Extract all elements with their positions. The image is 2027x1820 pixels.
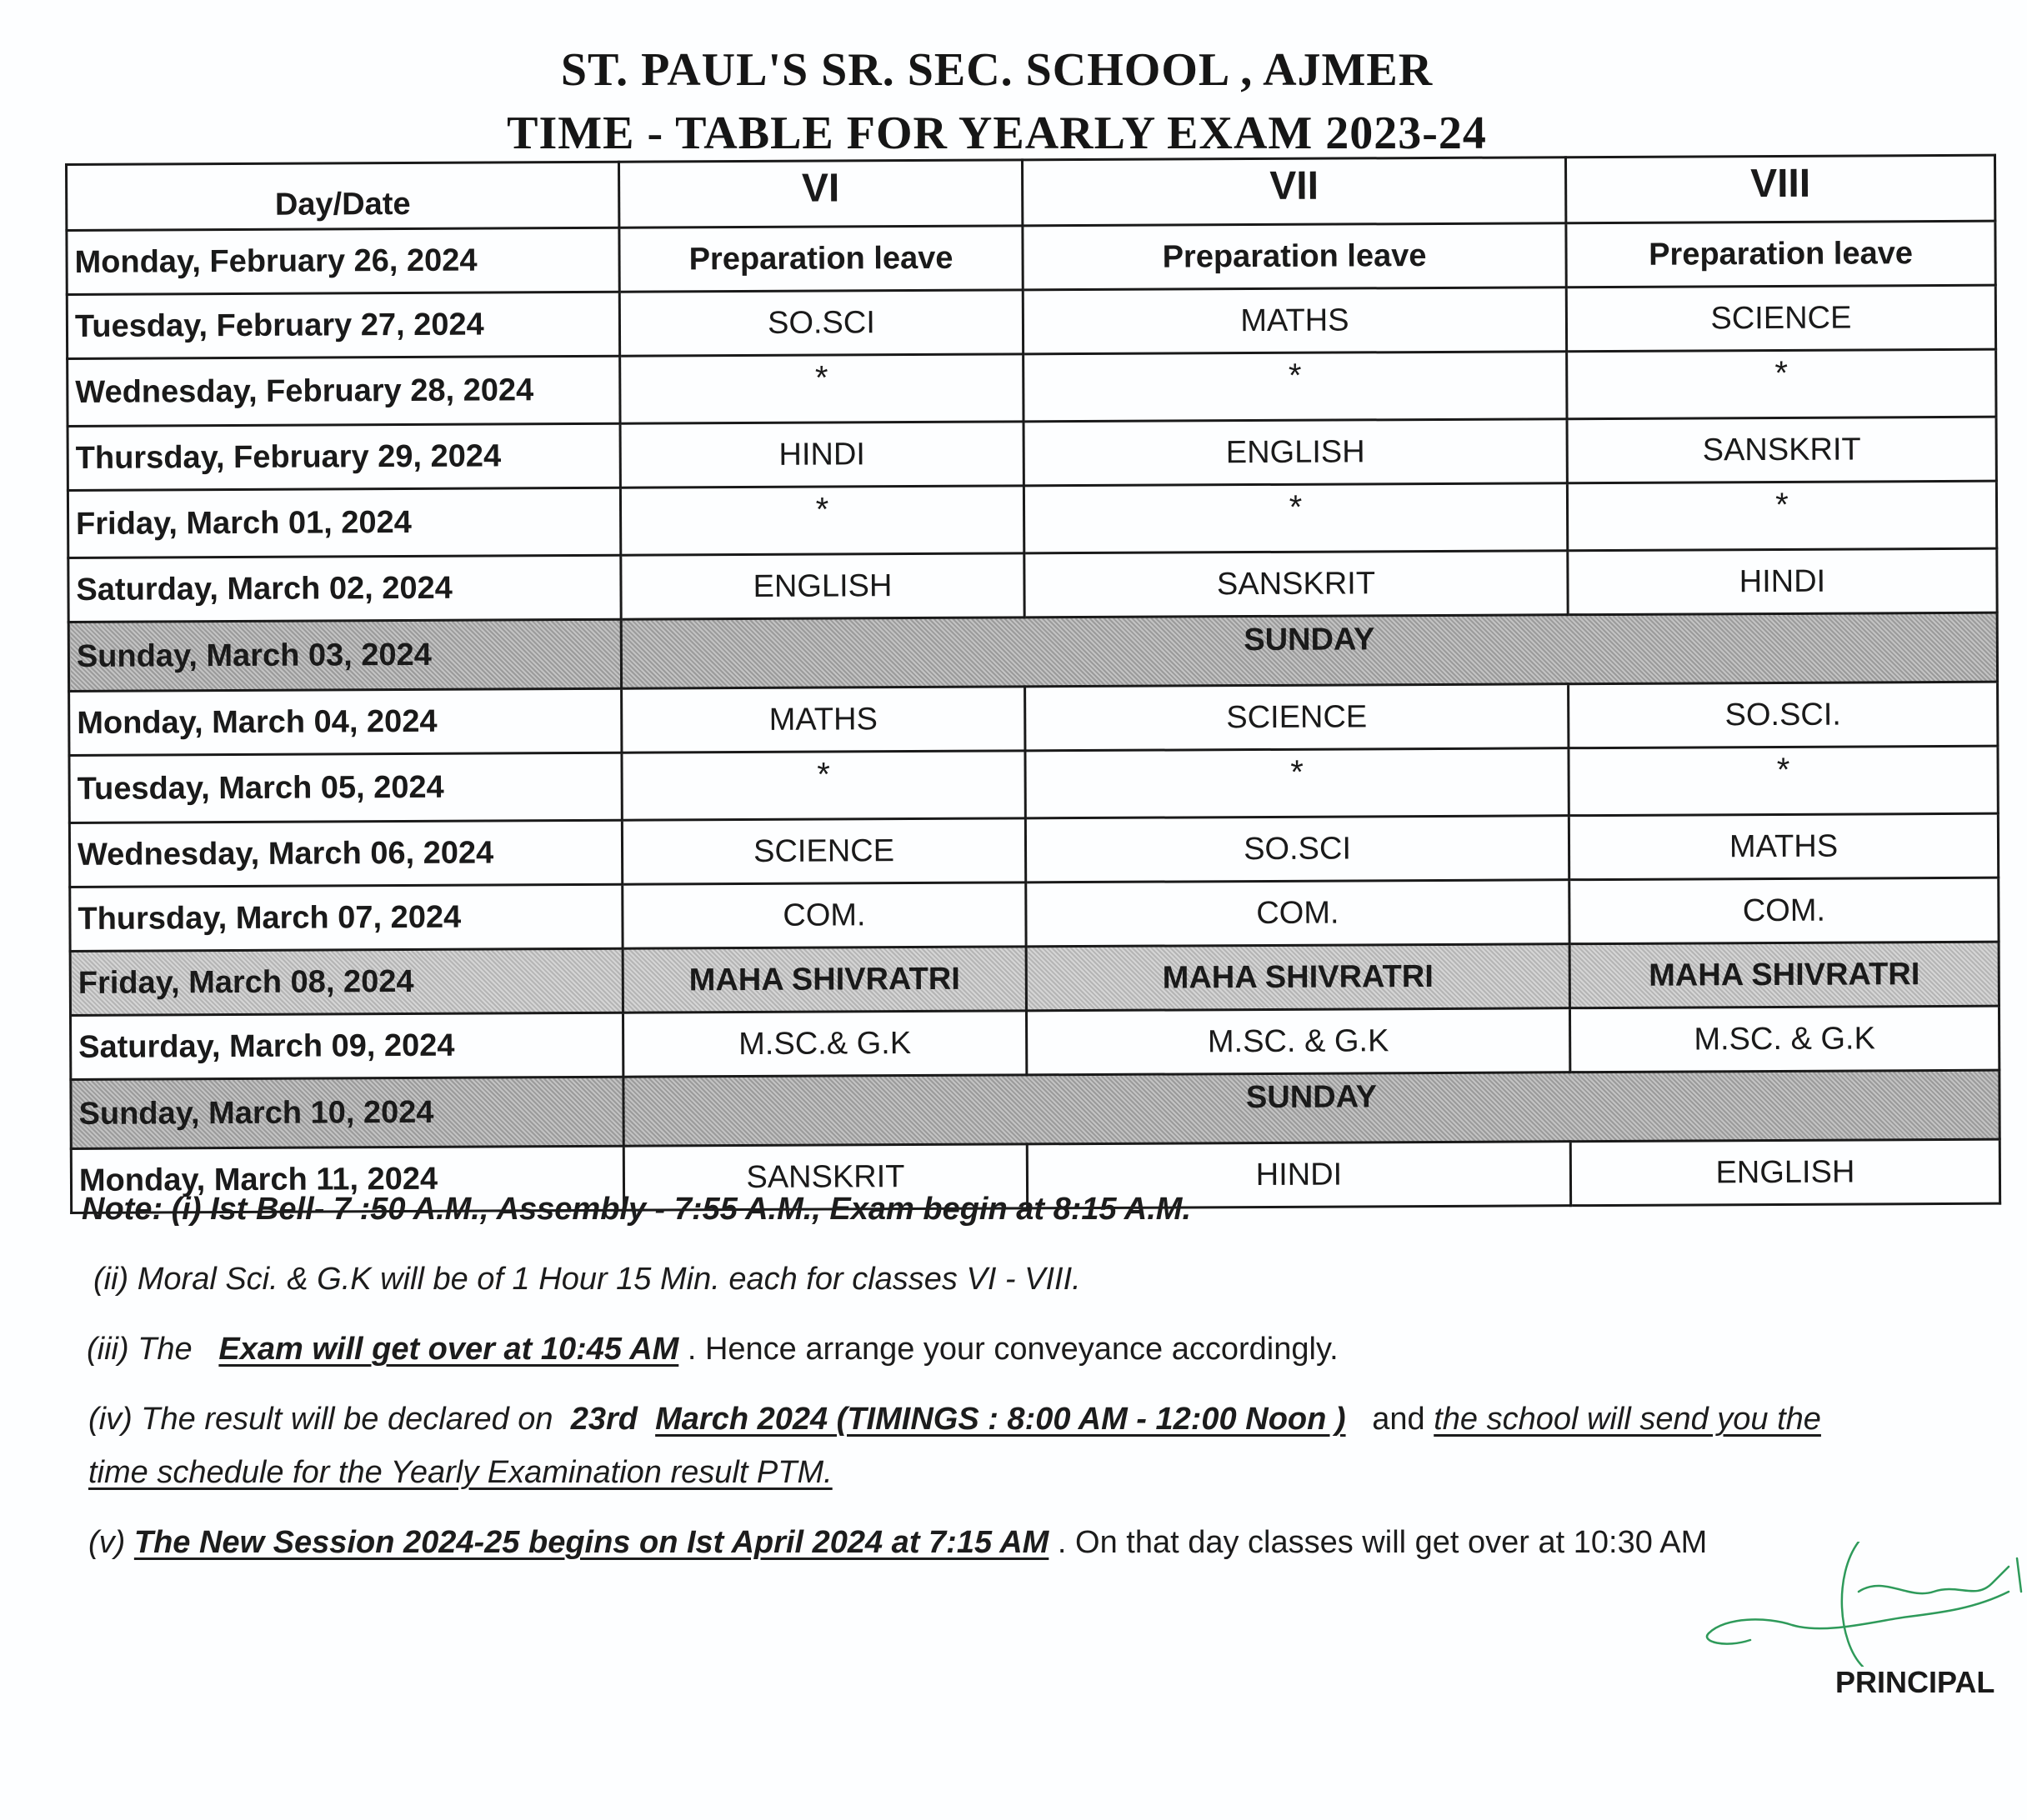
- table-row: [68, 481, 1996, 558]
- column-header-class-viii: VIII: [1565, 155, 1994, 223]
- cell-class-vi: ENGLISH: [621, 553, 1024, 619]
- table-row: [71, 1070, 1999, 1148]
- cell-date: Monday, March 04, 2024: [69, 688, 622, 755]
- cell-class-vi: *: [620, 354, 1024, 423]
- cell-class-vii: COM.: [1026, 880, 1569, 947]
- column-header-class-vi: VI: [618, 160, 1022, 228]
- table-row: [69, 682, 1998, 755]
- table-row: [69, 813, 1998, 887]
- cell-date: Sunday, March 03, 2024: [68, 619, 621, 691]
- cell-date: Sunday, March 10, 2024: [71, 1077, 623, 1148]
- cell-class-viii: MAHA SHIVRATRI: [1569, 942, 1999, 1008]
- cell-class-viii: *: [1567, 481, 1996, 551]
- cell-date: Monday, February 26, 2024: [67, 228, 619, 294]
- cell-class-vii: ENGLISH: [1024, 419, 1567, 486]
- note-4-ptm-line2: time schedule for the Yearly Examination result PTM.: [88, 1455, 833, 1490]
- cell-class-vii: MAHA SHIVRATRI: [1026, 944, 1569, 1011]
- cell-date: Tuesday, March 05, 2024: [69, 752, 622, 822]
- table-row: [68, 349, 1996, 426]
- table-row: [68, 548, 1997, 622]
- cell-class-vii: SANSKRIT: [1024, 551, 1568, 618]
- cell-class-vi: HINDI: [620, 422, 1024, 488]
- signature-stroke: [1842, 1542, 1863, 1667]
- note-3: [87, 1332, 1339, 1368]
- cell-class-viii: SCIENCE: [1566, 285, 1995, 352]
- cell-class-vii: M.SC. & G.K: [1026, 1008, 1569, 1075]
- column-header-day-date: Day/Date: [67, 162, 619, 230]
- table-row: [69, 746, 1998, 822]
- cell-class-viii: MATHS: [1569, 813, 1998, 880]
- cell-date: Friday, March 08, 2024: [70, 948, 623, 1015]
- signature-stroke: [1859, 1567, 2009, 1593]
- note-4-ptm-line1: the school will send you the: [1434, 1402, 1821, 1437]
- cell-class-vii: *: [1025, 748, 1569, 818]
- table-row: [68, 417, 1996, 490]
- cell-date: Monday, March 11, 2024: [71, 1146, 623, 1212]
- cell-class-viii: SANSKRIT: [1567, 417, 1996, 483]
- cell-date: Wednesday, March 06, 2024: [69, 820, 622, 887]
- cell-class-viii: ENGLISH: [1570, 1139, 1999, 1206]
- table-row: [68, 612, 1997, 691]
- cell-class-viii: *: [1569, 746, 1998, 816]
- cell-class-viii: HINDI: [1568, 548, 1997, 615]
- table-row: [67, 285, 1995, 358]
- note-5-new-session: The New Session 2024-25 begins on Ist April 2024 at 7:15 AM: [133, 1525, 1049, 1560]
- note-4-and: and: [1372, 1402, 1425, 1437]
- cell-date: Friday, March 01, 2024: [68, 488, 620, 558]
- principal-title: PRINCIPAL: [1835, 1665, 1995, 1699]
- note-3-prefix: (iii) The: [87, 1332, 193, 1367]
- cell-class-viii: COM.: [1569, 878, 1999, 944]
- cell-class-vii: HINDI: [1027, 1142, 1570, 1208]
- note-3-exam-end: Exam will get over at 10:45 AM: [218, 1332, 679, 1367]
- cell-class-vi: SANSKRIT: [623, 1144, 1027, 1210]
- note-5-prefix: (v): [88, 1525, 126, 1560]
- cell-date: Wednesday, February 28, 2024: [68, 356, 620, 426]
- table-row: [67, 221, 1995, 294]
- cell-class-viii: *: [1567, 349, 1996, 419]
- cell-class-vi: *: [620, 486, 1024, 555]
- cell-class-vi: M.SC.& G.K: [623, 1011, 1026, 1077]
- note-2: (ii) Moral Sci. & G.K will be of 1 Hour 15 Min. each for classes VI - VIII.: [93, 1262, 1081, 1297]
- signature-stroke: [1707, 1633, 1750, 1644]
- note-4-date: 23rd: [570, 1402, 638, 1437]
- exam-timetable: [65, 154, 2001, 1214]
- cell-sunday: SUNDAY: [621, 612, 1997, 688]
- cell-class-vii: MATHS: [1023, 288, 1566, 354]
- cell-class-vi: SCIENCE: [622, 818, 1025, 884]
- cell-date: Thursday, February 29, 2024: [68, 423, 620, 490]
- cell-class-vii: SCIENCE: [1025, 684, 1569, 751]
- cell-class-vi: *: [622, 751, 1025, 820]
- note-4-continued: [88, 1455, 833, 1491]
- cell-class-viii: Preparation leave: [1566, 221, 1995, 288]
- cell-class-vi: MAHA SHIVRATRI: [623, 947, 1026, 1012]
- note-1: Note: (i) Ist Bell- 7 :50 A.M., Assembly - 7:55 A.M., Exam begin at 8:15 A.M.: [82, 1192, 1192, 1227]
- page-title: TIME - TABLE FOR YEARLY EXAM 2023-24: [507, 108, 1487, 159]
- cell-class-vii: *: [1024, 483, 1567, 553]
- signature-stroke: [2017, 1558, 2021, 1592]
- cell-sunday: SUNDAY: [623, 1070, 1999, 1146]
- cell-class-viii: M.SC. & G.K: [1569, 1006, 1999, 1072]
- table-row: [70, 942, 1999, 1015]
- cell-date: Saturday, March 09, 2024: [70, 1012, 623, 1079]
- cell-date: Thursday, March 07, 2024: [70, 884, 623, 951]
- cell-date: Tuesday, February 27, 2024: [67, 292, 619, 358]
- table-header-row: [67, 155, 1995, 230]
- note-3-suffix: . Hence arrange your conveyance accordingly.: [687, 1332, 1339, 1367]
- column-header-class-vii: VII: [1022, 158, 1565, 226]
- cell-class-vii: SO.SCI: [1025, 816, 1569, 882]
- note-4-timings: March 2024 (TIMINGS : 8:00 AM - 12:00 Noon ): [655, 1402, 1346, 1437]
- timetable-body: [67, 221, 2000, 1212]
- cell-class-viii: SO.SCI.: [1569, 682, 1998, 748]
- note-4-prefix: (iv) The result will be declared on: [88, 1402, 553, 1437]
- table-row: [70, 1006, 1999, 1079]
- cell-class-vi: SO.SCI: [619, 290, 1023, 356]
- principal-signature: [1692, 1542, 2025, 1667]
- note-5: [88, 1525, 1707, 1561]
- cell-class-vi: MATHS: [622, 687, 1025, 752]
- signature-stroke: [1709, 1592, 2009, 1633]
- note-4: [88, 1402, 1821, 1438]
- table-row: [70, 878, 1999, 951]
- cell-date: Saturday, March 02, 2024: [68, 555, 621, 622]
- cell-class-vii: Preparation leave: [1023, 223, 1566, 290]
- cell-class-vi: COM.: [623, 882, 1026, 948]
- school-name: ST. PAUL'S SR. SEC. SCHOOL , AJMER: [560, 44, 1434, 96]
- note-5-suffix: . On that day classes will get over at 10:30 AM: [1057, 1525, 1708, 1560]
- cell-class-vii: *: [1024, 352, 1567, 422]
- cell-class-vi: Preparation leave: [619, 226, 1023, 292]
